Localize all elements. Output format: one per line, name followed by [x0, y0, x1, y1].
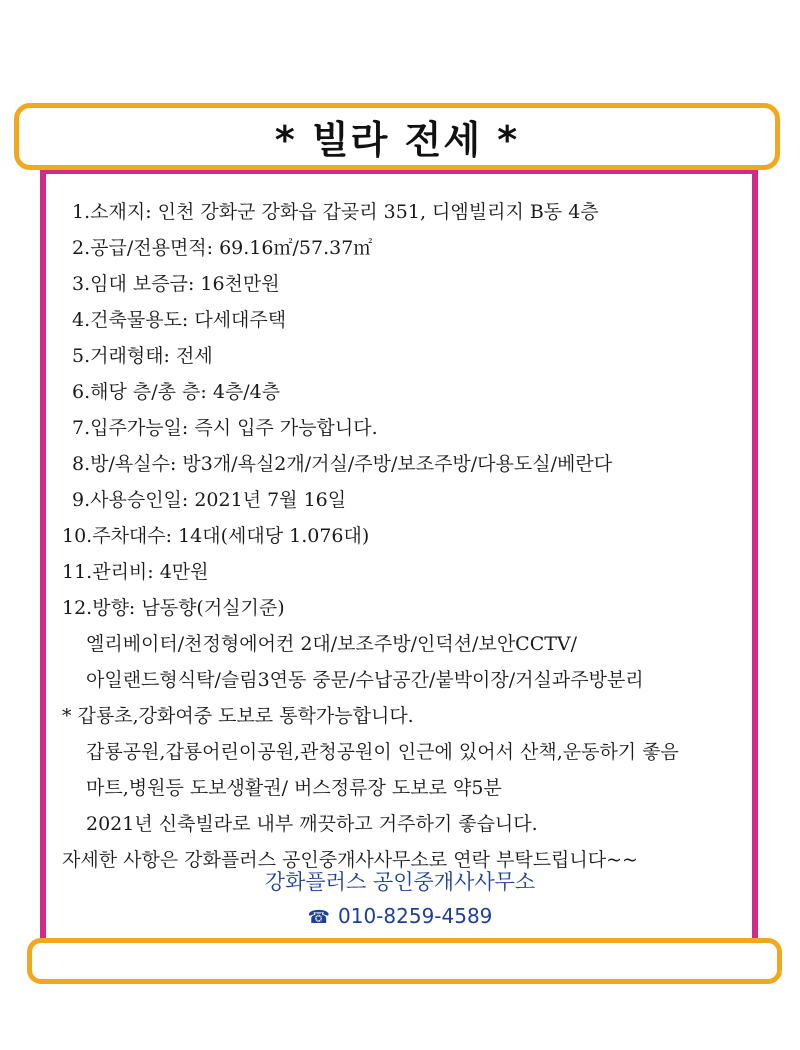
detail-direction: 12.방향: 남동향(거실기준) [62, 597, 285, 619]
detail-area: 2.공급/전용면적: 69.16㎡/57.37㎡ [72, 237, 373, 259]
note-line: * 갑룡초,강화여중 도보로 통학가능합니다. [62, 705, 414, 727]
page-title: * 빌라 전세 * [274, 118, 520, 162]
note-line: 2021년 신축빌라로 내부 깨끗하고 거주하기 좋습니다. [86, 813, 538, 835]
phone-number: 010-8259-4589 [338, 904, 493, 928]
detail-location: 1.소재지: 인천 강화군 강화읍 갑곶리 351, 디엠빌리지 B동 4층 [72, 201, 599, 223]
note-line: 마트,병원등 도보생활권/ 버스정류장 도보로 약5분 [86, 777, 502, 799]
note-line: 갑룡공원,갑룡어린이공원,관청공원이 인근에 있어서 산책,운동하기 좋음 [86, 741, 679, 763]
detail-building-use: 4.건축물용도: 다세대주택 [72, 309, 287, 331]
detail-transaction-type: 5.거래형태: 전세 [72, 345, 213, 367]
detail-rooms: 8.방/욕실수: 방3개/욕실2개/거실/주방/보조주방/다용도실/베란다 [72, 453, 613, 475]
detail-approval-date: 9.사용승인일: 2021년 7월 16일 [72, 489, 347, 511]
detail-floor: 6.해당 층/총 층: 4층/4층 [72, 381, 281, 403]
detail-maintenance-fee: 11.관리비: 4만원 [62, 561, 209, 583]
phone-contact [0, 904, 800, 928]
feature-line: 아일랜드형식탁/슬림3연동 중문/수납공간/붙박이장/거실과주방분리 [86, 669, 644, 691]
detail-move-in: 7.입주가능일: 즉시 입주 가능합니다. [72, 417, 378, 439]
bottom-banner [27, 938, 782, 984]
detail-parking: 10.주차대수: 14대(세대당 1.076대) [62, 525, 370, 547]
contact-request: 자세한 사항은 강화플러스 공인중개사사무소로 연락 부탁드립니다~~ [62, 849, 638, 871]
office-name: 강화플러스 공인중개사사무소 [264, 870, 536, 894]
phone-icon: ☎ [307, 907, 330, 928]
feature-line: 엘리베이터/천정형에어컨 2대/보조주방/인덕션/보안CCTV/ [86, 633, 578, 655]
detail-deposit: 3.임대 보증금: 16천만원 [72, 273, 280, 295]
title-banner [14, 103, 780, 170]
